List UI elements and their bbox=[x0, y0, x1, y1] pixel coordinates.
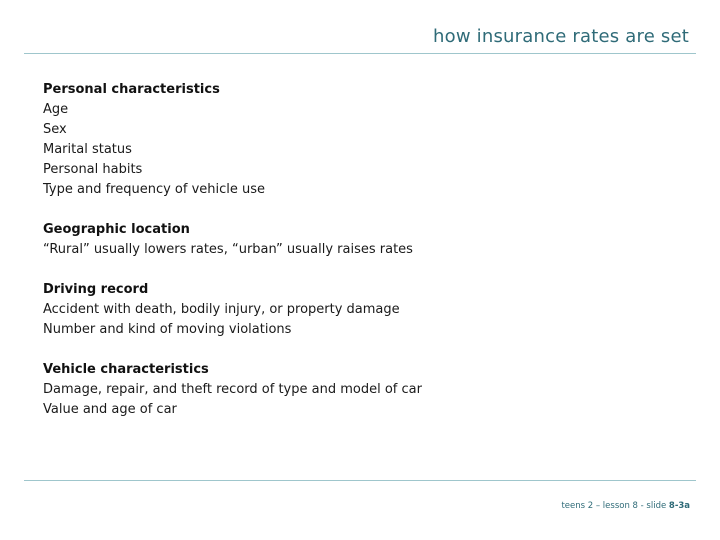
section-heading: Geographic location bbox=[43, 222, 190, 237]
section-personal-characteristics bbox=[43, 80, 683, 200]
list-item: “Rural” usually lowers rates, “urban” usually raises rates bbox=[43, 242, 413, 257]
list-item: Personal habits bbox=[43, 162, 143, 177]
section-heading: Personal characteristics bbox=[43, 82, 220, 97]
slide-number: 8-3a bbox=[668, 501, 690, 511]
section-heading: Vehicle characteristics bbox=[43, 362, 209, 377]
list-item: Damage, repair, and theft record of type and model of car bbox=[43, 382, 422, 397]
footer-credit bbox=[561, 501, 690, 511]
header-divider bbox=[24, 53, 696, 54]
list-item: Accident with death, bodily injury, or property damage bbox=[43, 302, 400, 317]
list-item: Value and age of car bbox=[43, 402, 177, 417]
footer-prefix: teens 2 – lesson 8 - slide bbox=[561, 501, 669, 511]
list-item: Marital status bbox=[43, 142, 132, 157]
list-item: Number and kind of moving violations bbox=[43, 322, 292, 337]
section-heading: Driving record bbox=[43, 282, 149, 297]
section-vehicle-characteristics bbox=[43, 360, 683, 420]
slide-content bbox=[43, 80, 683, 440]
list-item: Sex bbox=[43, 122, 67, 137]
section-geographic-location bbox=[43, 220, 683, 260]
footer-divider bbox=[24, 480, 696, 481]
section-driving-record bbox=[43, 280, 683, 340]
page-title: how insurance rates are set bbox=[433, 26, 689, 47]
list-item: Type and frequency of vehicle use bbox=[43, 182, 266, 197]
list-item: Age bbox=[43, 102, 69, 117]
